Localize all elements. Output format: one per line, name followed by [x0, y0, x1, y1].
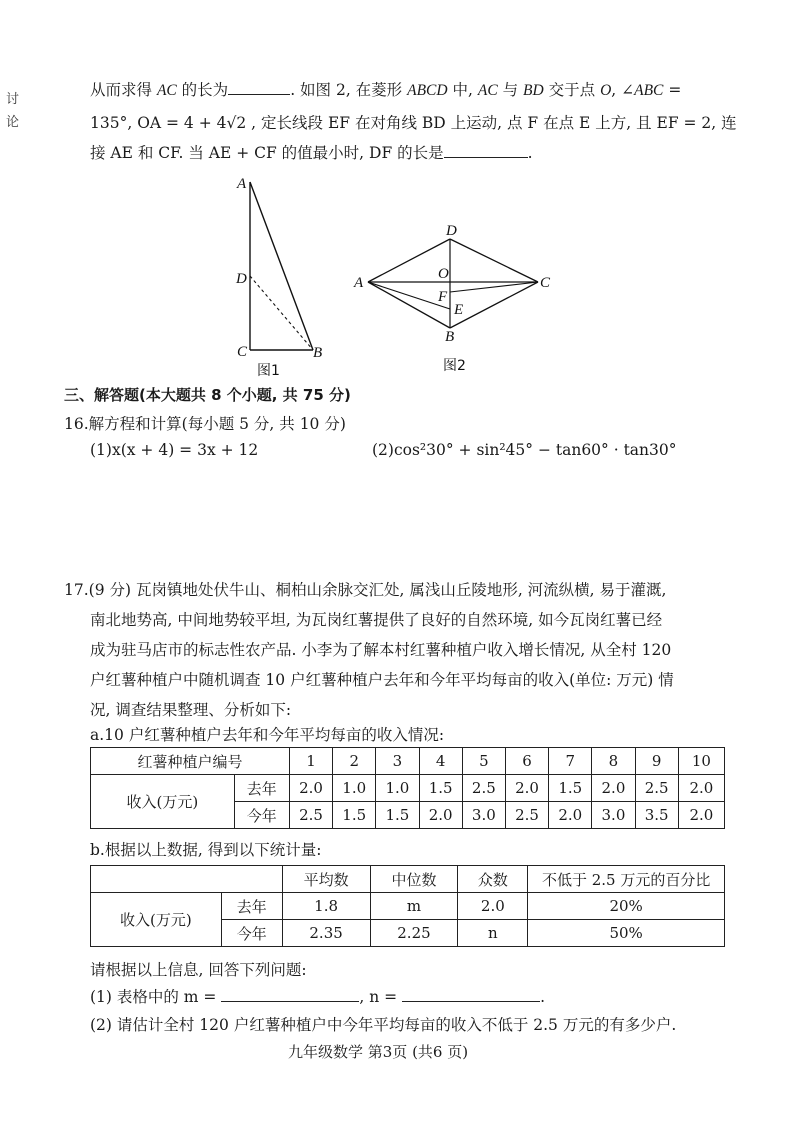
table-header: 众数: [458, 866, 528, 893]
q15-line2: 135°, OA = 4 + 4√2 , 定长线段 EF 在对角线 BD 上运动, 点 F 在点 E 上方, 且 EF = 2, 连: [90, 114, 737, 132]
table-cell: 2.25: [370, 920, 458, 947]
table-row: [91, 866, 725, 893]
table-cell: 3: [376, 748, 419, 775]
table-cell: 2.0: [458, 893, 528, 920]
q17-line2: 南北地势高, 中间地势较平坦, 为瓦岗红薯提供了良好的自然环境, 如今瓦岗红薯已经: [90, 611, 663, 629]
q17-line5: 况, 调查结果整理、分析如下:: [90, 701, 292, 719]
q17-text: (1) 表格中的 m =: [90, 988, 217, 1006]
table-cell: 20%: [528, 893, 725, 920]
q15-line3: [90, 141, 533, 163]
table-row: [91, 748, 725, 775]
table-cell: 2.0: [678, 802, 724, 829]
table-cell: 3.0: [592, 802, 635, 829]
label-b: B: [313, 345, 323, 361]
q16-part1: (1)x(x + 4) = 3x + 12: [90, 441, 259, 459]
table-header: 中位数: [370, 866, 458, 893]
q15-math: ABC: [634, 82, 664, 99]
q17-line4: 户红薯种植户中随机调查 10 户红薯种植户去年和今年平均每亩的收入(单位: 万元) 情: [90, 671, 674, 689]
q17-sub2: (2) 请估计全村 120 户红薯种植户中今年平均每亩的收入不低于 2.5 万元的有多少户.: [90, 1016, 677, 1034]
label-o: O: [438, 266, 449, 282]
q15-text: 与: [497, 81, 524, 99]
figure-2: [350, 220, 560, 380]
label-a: A: [237, 176, 247, 192]
table-cell: 2.5: [635, 775, 678, 802]
table-cell: 6: [505, 748, 548, 775]
q17-text: , n =: [359, 988, 398, 1006]
label-d: D: [236, 271, 247, 287]
table-cell: n: [458, 920, 528, 947]
table-cell: 1.0: [333, 775, 376, 802]
table-row: [91, 775, 725, 802]
q16-part2: (2)cos²30° + sin²45° − tan60° · tan30°: [372, 441, 677, 459]
q15-math: AC: [156, 82, 177, 99]
section-title: 三、解答题(本大题共 8 个小题, 共 75 分): [64, 386, 351, 404]
q15-text: 的长为: [176, 81, 229, 99]
table-cell: 2.5: [462, 775, 505, 802]
row-label-last-year: 去年: [234, 775, 289, 802]
table-row: [91, 893, 725, 920]
table-cell: 5: [462, 748, 505, 775]
table-cell: 7: [549, 748, 592, 775]
q15-text: 中,: [447, 81, 478, 99]
table-cell: 50%: [528, 920, 725, 947]
segment-ab: [250, 182, 313, 350]
table-cell: 3.5: [635, 802, 678, 829]
q15-text: , ∠: [611, 81, 635, 99]
q17-ask: 请根据以上信息, 回答下列问题:: [90, 961, 307, 979]
label-d: D: [446, 223, 457, 239]
q15-text: 接 AE 和 CF. 当 AE + CF 的值最小时, DF 的长是: [90, 144, 444, 162]
row-label: 收入(万元): [91, 775, 235, 829]
label-b: B: [445, 329, 455, 345]
caption-fig2: 图2: [443, 358, 466, 374]
q17-line1: 17.(9 分) 瓦岗镇地处伏牛山、桐柏山余脉交汇处, 属浅山丘陵地形, 河流纵横, 易于灌溉,: [64, 581, 667, 599]
table-cell: 3.0: [462, 802, 505, 829]
q17-sub1: [90, 985, 545, 1007]
row-label-last-year: 去年: [221, 893, 282, 920]
table-cell: 1.5: [419, 775, 462, 802]
table-cell: 2.0: [549, 802, 592, 829]
table-corner: [91, 866, 283, 893]
table-header-label: 红薯种植户编号: [91, 748, 290, 775]
answer-blank-df[interactable]: [444, 143, 528, 158]
table-cell: 1.5: [376, 802, 419, 829]
caption-fig1: 图1: [257, 363, 280, 379]
segment-cf: [450, 282, 538, 292]
segment-dc: [450, 239, 538, 282]
table-cell: 2.0: [505, 775, 548, 802]
figure-1: [225, 170, 335, 380]
table-cell: 2: [333, 748, 376, 775]
table-cell: 9: [635, 748, 678, 775]
label-f: F: [438, 289, 448, 305]
q15-text: 交于点: [543, 81, 601, 99]
label-e: E: [454, 302, 464, 318]
q15-math: AC: [477, 82, 498, 99]
table-cell: m: [370, 893, 458, 920]
row-label-this-year: 今年: [234, 802, 289, 829]
table-cell: 8: [592, 748, 635, 775]
table-cell: 2.0: [289, 775, 332, 802]
table-cell: 2.0: [678, 775, 724, 802]
segment-cb: [450, 282, 538, 328]
label-c: C: [540, 275, 551, 291]
q17-b-label: b.根据以上数据, 得到以下统计量:: [90, 841, 322, 859]
q15-text: .: [527, 144, 533, 162]
q15-text: 从而求得: [90, 81, 157, 99]
table-cell: 1.5: [549, 775, 592, 802]
segment-db-dashed: [250, 276, 313, 350]
page-footer: 九年级数学 第3页 (共6 页): [288, 1043, 469, 1061]
q16-title: 16.解方程和计算(每小题 5 分, 共 10 分): [64, 415, 346, 433]
q15-math: O: [600, 82, 612, 99]
row-label: 收入(万元): [91, 893, 222, 947]
answer-blank-ac[interactable]: [228, 80, 290, 95]
q17-text: .: [540, 988, 546, 1006]
answer-blank-m[interactable]: [221, 987, 359, 1002]
q15-math: BD: [523, 82, 544, 99]
table-header: 不低于 2.5 万元的百分比: [528, 866, 725, 893]
table-cell: 2.0: [419, 802, 462, 829]
q17-a-label: a.10 户红薯种植户去年和今年平均每亩的收入情况:: [90, 726, 445, 744]
q15-math: ABCD: [407, 82, 448, 99]
margin-mark-1: 讨: [6, 92, 20, 107]
table-cell: 4: [419, 748, 462, 775]
answer-blank-n[interactable]: [402, 987, 540, 1002]
table-cell: 1.5: [333, 802, 376, 829]
label-a: A: [354, 275, 364, 291]
q15-text: . 如图 2, 在菱形: [290, 81, 408, 99]
table-cell: 2.5: [505, 802, 548, 829]
stats-table: [90, 865, 725, 947]
label-c: C: [237, 344, 248, 360]
margin-mark-2: 论: [6, 115, 20, 130]
table-header: 平均数: [282, 866, 370, 893]
table-cell: 2.5: [289, 802, 332, 829]
table-cell: 1: [289, 748, 332, 775]
income-table: [90, 747, 725, 829]
table-cell: 10: [678, 748, 724, 775]
table-cell: 2.35: [282, 920, 370, 947]
q15-line1: [90, 78, 681, 100]
row-label-this-year: 今年: [221, 920, 282, 947]
table-cell: 2.0: [592, 775, 635, 802]
q15-text: =: [663, 81, 682, 99]
table-cell: 1.0: [376, 775, 419, 802]
q17-line3: 成为驻马店市的标志性农产品. 小李为了解本村红薯种植户收入增长情况, 从全村 120: [90, 641, 672, 659]
table-cell: 1.8: [282, 893, 370, 920]
